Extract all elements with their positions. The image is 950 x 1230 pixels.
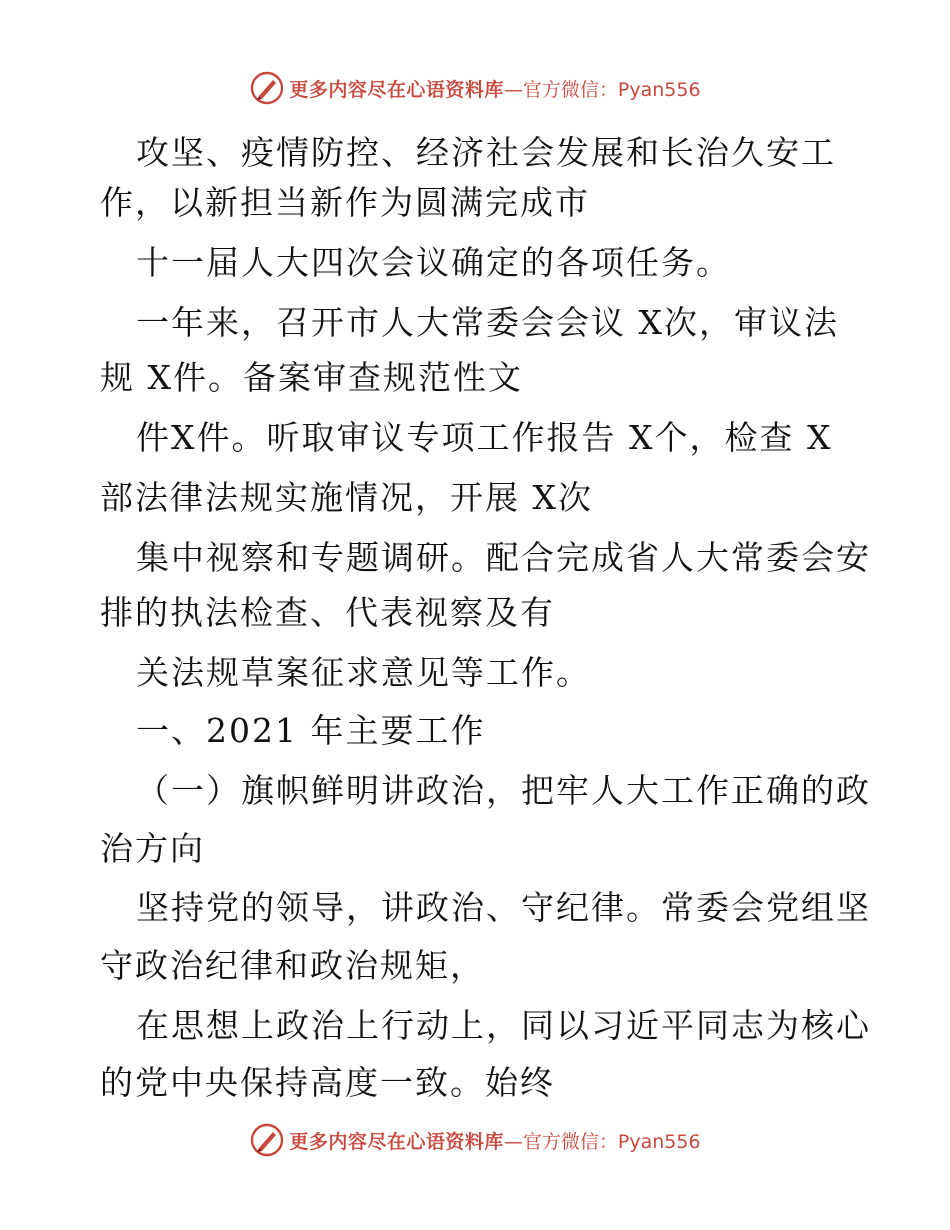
text-line-15: 守政治纪律和政治规矩， [100, 946, 485, 985]
subsection-heading-cont: 治方向 [100, 829, 205, 868]
section-heading: 一、2021 年主要工作 [136, 711, 486, 750]
footer-brand-text: 更多内容尽在心语资料库 [289, 1130, 504, 1153]
pen-logo-icon [249, 1122, 285, 1158]
footer-contact-text: —官方微信：Pyan556 [503, 1130, 701, 1153]
text-line-4: 一年来，召开市人大常委会会议 X次，审议法 [136, 303, 839, 342]
text-line-16: 在思想上政治上行动上，同以习近平同志为核心 [136, 1006, 871, 1045]
text-line-14: 坚持党的领导，讲政治、守纪律。常委会党组坚 [136, 888, 871, 927]
text-line-8: 集中视察和专题调研。配合完成省人大常委会安 [136, 538, 871, 577]
text-line-7: 部法律法规实施情况，开展 X次 [100, 478, 593, 517]
text-line-3: 十一届人大四次会议确定的各项任务。 [136, 243, 731, 282]
header-contact-text: —官方微信：Pyan556 [503, 78, 701, 101]
pen-logo-icon [249, 70, 285, 106]
header-brand-text: 更多内容尽在心语资料库 [289, 78, 504, 101]
text-line-2: 作，以新担当新作为圆满完成市 [100, 183, 590, 222]
text-line-9: 排的执法检查、代表视察及有 [100, 593, 555, 632]
text-line-5: 规 X件。备案审查规范性文 [100, 358, 523, 397]
subsection-heading: （一）旗帜鲜明讲政治，把牢人大工作正确的政 [136, 771, 871, 810]
footer-banner [0, 1120, 950, 1160]
text-line-17: 的党中央保持高度一致。始终 [100, 1063, 555, 1102]
text-line-10: 关法规草案征求意见等工作。 [136, 653, 591, 692]
header-banner [0, 68, 950, 108]
text-line-1: 攻坚、疫情防控、经济社会发展和长治久安工 [136, 133, 836, 172]
text-line-6: 件X件。听取审议专项工作报告 X个，检查 X [136, 418, 833, 457]
